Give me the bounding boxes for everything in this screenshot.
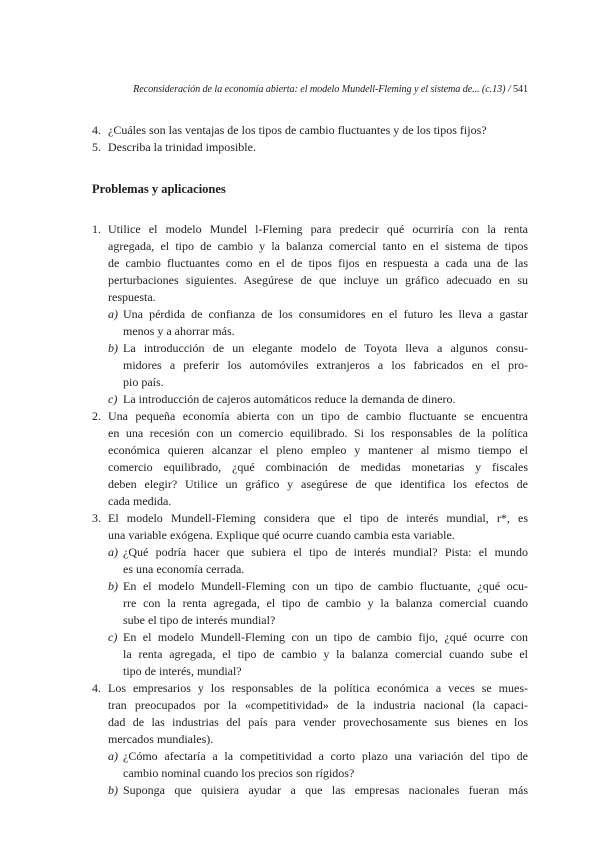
- problem-line: Utilice el modelo Mundel l-Fleming para predecir qué ocurriría con la renta: [108, 222, 528, 236]
- subitem-label: b): [108, 579, 118, 593]
- problem-line: respuesta.: [108, 290, 156, 304]
- problem-line: de cambio fluctuantes como en el de tipos fijos en respuesta a cada una de las: [108, 256, 528, 270]
- subitem-label: c): [108, 630, 118, 644]
- problem-line: económica quieren alcanzar el pleno empleo y mantener al mismo tiempo el: [108, 443, 528, 457]
- subitem-line: rre con la renta agregada, el tipo de cambio y la balanza comercial cuando: [123, 596, 528, 610]
- subitem-label: b): [108, 341, 118, 355]
- problem-line: una variable exógena. Explique qué ocurre cuando cambia esta variable.: [108, 528, 455, 542]
- problem-line: mercados mundiales).: [108, 732, 214, 746]
- subitem-line: En el modelo Mundell-Fleming con un tipo de cambio fluctuante, ¿qué ocu-: [123, 579, 528, 593]
- subitem-line: La introducción de cajeros automáticos reduce la demanda de dinero.: [123, 392, 456, 406]
- problem-line: comercio equilibrado, ¿qué combinación de medidas monetarias y fiscales: [108, 460, 528, 474]
- problem-number: 1.: [92, 222, 101, 236]
- problem-line: en una recesión con un comercio equilibrado. Si los responsables de la política: [108, 426, 528, 440]
- subitem-line: sube el tipo de interés mundial?: [123, 613, 276, 627]
- problem-number: 3.: [92, 511, 101, 525]
- problem-line: Una pequeña economía abierta con un tipo de cambio fluctuante se encuentra: [108, 409, 528, 423]
- problem-number: 2.: [92, 409, 101, 423]
- subitem-line: midores a preferir los automóviles extranjeros a los fabricados en el pro-: [123, 358, 528, 372]
- problem-number: 4.: [92, 681, 101, 695]
- subitem-label: a): [108, 749, 118, 763]
- question-text: ¿Cuáles son las ventajas de los tipos de cambio fluctuantes y de los tipos fijos?: [108, 123, 487, 137]
- problem-line: deben elegir? Utilice un gráfico y asegúrese de que identifica los efectos de: [108, 477, 528, 491]
- subitem-label: c): [108, 392, 118, 406]
- subitem-label: a): [108, 545, 118, 559]
- problem-line: tran preocupados por la «competitividad» de la industria nacional (la capaci-: [108, 698, 528, 712]
- problem-line: El modelo Mundell-Fleming considera que el tipo de interés mundial, r*, es: [108, 511, 528, 525]
- page-number: 541: [513, 84, 528, 95]
- problem-line: perturbaciones siguientes. Asegúrese de que incluye un gráfico adecuado en su: [108, 273, 528, 287]
- question-text: Describa la trinidad imposible.: [108, 140, 256, 154]
- running-header: [80, 84, 528, 95]
- problem-line: cada medida.: [108, 494, 172, 508]
- problem-line: Los empresarios y los responsables de la política económica a veces se mues-: [108, 681, 528, 695]
- subitem-line: cambio nominal cuando los precios son rígidos?: [123, 766, 355, 780]
- subitem-line: En el modelo Mundell-Fleming con un tipo de cambio fijo, ¿qué ocurre con: [123, 630, 528, 644]
- subitem-line: La introducción de un elegante modelo de Toyota lleva a algunos consu-: [123, 341, 528, 355]
- subitem-line: ¿Qué podría hacer que subiera el tipo de interés mundial? Pista: el mundo: [123, 545, 528, 559]
- subitem-line: Suponga que quisiera ayudar a que las empresas nacionales fueran más: [123, 783, 528, 797]
- subitem-line: pio país.: [123, 375, 164, 389]
- subitem-line: menos y a ahorrar más.: [123, 324, 235, 338]
- subitem-line: Una pérdida de confianza de los consumidores en el futuro les lleva a gastar: [123, 307, 528, 321]
- question-number: 5.: [92, 140, 101, 154]
- subitem-label: b): [108, 783, 118, 797]
- section-title: Problemas y aplicaciones: [92, 182, 226, 196]
- problem-line: agregada, el tipo de cambio y la balanza comercial tanto en el sistema de tipos: [108, 239, 528, 253]
- subitem-line: tipo de interés, mundial?: [123, 664, 242, 678]
- subitem-label: a): [108, 307, 118, 321]
- running-title: Reconsideración de la economía abierta: el modelo Mundell-Fleming y el sistema de... (c.13) /: [133, 84, 511, 95]
- question-number: 4.: [92, 123, 101, 137]
- subitem-line: es una economía cerrada.: [123, 562, 245, 576]
- subitem-line: la renta agregada, el tipo de cambio y la balanza comercial cuando sube el: [123, 647, 528, 661]
- subitem-line: ¿Cómo afectaría a la competitividad a corto plazo una variación del tipo de: [123, 749, 528, 763]
- problem-line: dad de las industrias del país para vender provechosamente sus bienes en los: [108, 715, 528, 729]
